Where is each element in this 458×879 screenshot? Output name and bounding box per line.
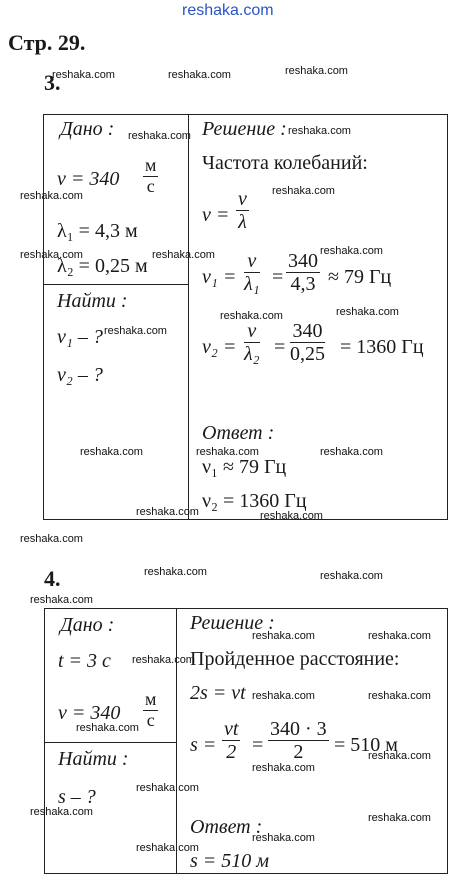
formula-fraction — [290, 320, 325, 365]
watermark: reshaka.com — [136, 506, 199, 518]
equals-sign: = — [272, 266, 284, 288]
watermark: reshaka.com — [368, 750, 431, 762]
formula-fraction — [268, 718, 329, 763]
watermark: reshaka.com — [20, 190, 83, 202]
fraction-numerator: 340 — [288, 250, 318, 272]
given-label: Дано : — [60, 614, 115, 636]
formula-lhs: ν₁ = — [202, 266, 237, 288]
fraction-numerator: v — [244, 320, 260, 343]
watermark: reshaka.com — [252, 832, 315, 844]
table-divider — [44, 742, 177, 743]
fraction-numerator: v — [244, 250, 260, 273]
watermark: reshaka.com — [285, 65, 348, 77]
result: ≈ 79 Гц — [328, 266, 392, 288]
formula-fraction — [236, 188, 249, 233]
formula-lhs: s = — [190, 734, 217, 756]
fraction-denominator: 4,3 — [290, 273, 316, 295]
answer-value: ν₁ ≈ 79 Гц — [202, 456, 287, 478]
watermark: reshaka.com — [220, 310, 283, 322]
unit-denominator: с — [146, 175, 155, 196]
watermark: reshaka.com — [320, 570, 383, 582]
problem-number-3: 3. — [44, 70, 61, 95]
given-lambda1: λ₁ = 4,3 м — [57, 220, 138, 242]
solution-text: Частота колебаний: — [202, 152, 368, 174]
formula-lhs: ν = — [202, 204, 230, 226]
solution-text: Пройденное расстояние: — [190, 648, 400, 670]
fraction-numerator: vt — [224, 718, 239, 740]
fraction-denominator: λ₂ — [244, 343, 260, 365]
watermark: reshaka.com — [168, 69, 231, 81]
given-label: Дано : — [60, 118, 115, 140]
find-item: ν₂ – ? — [57, 364, 103, 386]
watermark: reshaka.com — [52, 69, 115, 81]
watermark: reshaka.com — [288, 125, 351, 137]
table-divider — [188, 114, 189, 520]
watermark: reshaka.com — [30, 806, 93, 818]
fraction-numerator: v — [238, 188, 247, 210]
watermark: reshaka.com — [252, 630, 315, 642]
watermark: reshaka.com — [368, 812, 431, 824]
watermark: reshaka.com — [144, 566, 207, 578]
unit-denominator: с — [146, 709, 155, 730]
watermark: reshaka.com — [252, 690, 315, 702]
problem-number-4: 4. — [44, 566, 61, 591]
watermark: reshaka.com — [368, 630, 431, 642]
formula-fraction — [286, 250, 320, 295]
equals-sign: = — [252, 734, 264, 756]
watermark: reshaka.com — [128, 130, 191, 142]
watermark: reshaka.com — [152, 249, 215, 261]
fraction-denominator: λ₁ — [244, 273, 260, 295]
unit-numerator: м — [145, 155, 157, 175]
fraction-denominator: 0,25 — [290, 343, 325, 365]
fraction-denominator: λ — [238, 211, 247, 233]
find-label: Найти : — [57, 290, 128, 312]
result: = 1360 Гц — [340, 336, 424, 358]
formula-fraction — [244, 320, 260, 365]
watermark: reshaka.com — [132, 654, 195, 666]
fraction-numerator: 340 · 3 — [270, 718, 327, 740]
equals-sign: = — [274, 336, 286, 358]
watermark: reshaka.com — [20, 249, 83, 261]
formula-fraction — [244, 250, 260, 295]
watermark: reshaka.com — [336, 306, 399, 318]
watermark: reshaka.com — [76, 722, 139, 734]
watermark: reshaka.com — [320, 245, 383, 257]
result: = 510 м — [334, 734, 398, 756]
formula-lhs: ν₂ = — [202, 336, 237, 358]
site-name[interactable]: reshaka.com — [182, 2, 274, 19]
answer-value: s = 510 м — [190, 850, 270, 872]
answer-label: Ответ : — [202, 422, 275, 444]
watermark: reshaka.com — [104, 325, 167, 337]
find-item: ν₁ – ? — [57, 326, 103, 348]
watermark: reshaka.com — [136, 842, 199, 854]
watermark: reshaka.com — [260, 510, 323, 522]
unit-numerator: м — [145, 689, 157, 709]
unit-fraction — [143, 156, 158, 197]
answer-label: Ответ : — [190, 816, 263, 838]
watermark: reshaka.com — [20, 533, 83, 545]
fraction-denominator: 2 — [293, 741, 304, 763]
given-velocity: v = 340 — [58, 702, 121, 724]
watermark: reshaka.com — [320, 446, 383, 458]
watermark: reshaka.com — [136, 782, 199, 794]
watermark: reshaka.com — [252, 762, 315, 774]
page-title: Стр. 29. — [8, 30, 86, 55]
fraction-denominator: 2 — [226, 741, 237, 763]
watermark: reshaka.com — [30, 594, 93, 606]
table-divider — [43, 284, 189, 285]
solution-label: Решение : — [190, 612, 275, 634]
formula: 2s = vt — [190, 682, 246, 704]
watermark: reshaka.com — [80, 446, 143, 458]
find-label: Найти : — [58, 748, 129, 770]
unit-fraction — [143, 690, 158, 731]
watermark: reshaka.com — [196, 446, 259, 458]
formula-fraction — [222, 718, 240, 763]
find-item: s – ? — [58, 786, 96, 808]
given-time: t = 3 с — [58, 650, 111, 672]
answer-value: ν₂ = 1360 Гц — [202, 490, 307, 512]
watermark: reshaka.com — [272, 185, 335, 197]
fraction-numerator: 340 — [290, 320, 325, 343]
table-divider — [176, 608, 177, 874]
solution-label: Решение : — [202, 118, 287, 140]
given-velocity: v = 340 — [57, 168, 120, 190]
watermark: reshaka.com — [368, 690, 431, 702]
given-lambda2: λ₂ = 0,25 м — [57, 255, 148, 277]
